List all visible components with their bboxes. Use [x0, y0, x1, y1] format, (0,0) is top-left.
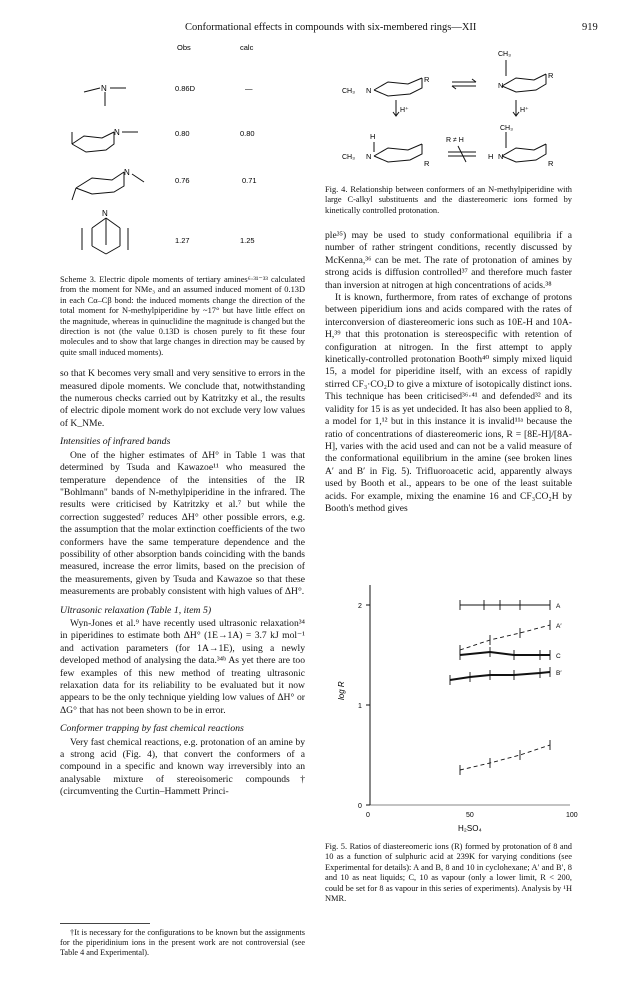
fig5-x-tick-label: 0 [366, 812, 370, 819]
scheme3-figure [62, 40, 307, 270]
fig4-n-4: N [498, 152, 504, 161]
fig5-caption: Fig. 5. Ratios of diastereomeric ions (R) formed by protonation of 8 and 10 as a function of sulphuric acid at 239K for varying conditions (see Experimental for details): A and B, 8 and 10 in cyclohexane; A′ and B′, 8 and 10 as neat liquids; C, 10 as vapour (only a lower limit, R < 200, could be set for 8 as vapour in this series of experiments). Analysis by ¹H NMR. [325, 842, 572, 904]
n-methylpiperidine-axial-structure [72, 172, 144, 200]
scheme3-obs-2: 0.80 [175, 129, 190, 138]
fig5-x-tick-label: 100 [566, 812, 578, 819]
heading-conformer-trapping: Conformer trapping by fast chemical reactions [60, 723, 244, 735]
scheme3-col-calc: calc [240, 43, 254, 52]
fig4-r-4: R [548, 159, 554, 168]
footnote [60, 928, 305, 959]
fig4-h-3: H [370, 132, 376, 141]
fig4-r-3: R [424, 159, 430, 168]
fig5-series-label: B′ [556, 670, 562, 677]
right-paragraph-1: ple³⁵) may be used to study conformational equilibria if a number of rather stringent conditions, recently discussed by McKenna,³⁶ can be met. The rate of protonation of amines by strong acids is diffusion controlled³⁷ and therefore much faster than inversion at nitrogen at high concentrations of acids.³⁸ [325, 230, 572, 291]
fig4-h-4: H [488, 152, 494, 161]
fig5-x-tick-label: 50 [466, 812, 474, 819]
fig4-ch3-2: CH₃ [498, 51, 511, 58]
fig5-series-line [450, 672, 550, 680]
scheme3-calc-2: 0.80 [240, 129, 255, 138]
right-paragraph-2: It is known, furthermore, from rates of exchange of protons between piperidium ions and acids compared with the rates of interconversion of diastereomeric ions such as 10E-H and 10A-H,³⁹ that this protonation is stereospecific with retention of configuration at nitrogen. In the first attempt to apply kinetically-controlled protonation Booth⁴⁰ simply mixed liquid 15, a model for piperidine itself, with an excess of rapidly stirred CF₃·CO₂D to give a mixture of isotopically distinct ions. This technique has been criticised³⁶·⁴¹ and defended³² and its validity for 15 is as yet undecided. It has also been applied to 8, a model for 1,¹² but in this instance it is invalid¹¹ᵃ because the ratio of concentrations of diastereomeric ions, R = [8E-H]/[8A-H], varies with the acid used and can not be a valid measure of the conformational equilibrium in the amine (see broken lines A′ and B′ in Fig. 5). Trifluoroacetic acid, apparently always used by Booth et al., appears to be one of the least suitable acids. For example, mixing the enamine 16 and CF₃CO₂H by Booth's method gives [325, 292, 572, 514]
fig4-r-2: R [548, 71, 554, 80]
fig4-figure [330, 38, 575, 178]
left-column [60, 275, 305, 799]
fig4-n-3: N [366, 152, 372, 161]
scheme3-calc-3: 0.71 [242, 176, 257, 185]
fig5-chart [330, 575, 580, 835]
heading-infrared: Intensities of infrared bands [60, 436, 171, 448]
fig4-n-1: N [366, 86, 372, 95]
fig5-series-label: A [556, 603, 561, 610]
fig5-caption-block [325, 842, 572, 904]
fig4-caption-block [325, 185, 572, 216]
right-column [325, 230, 572, 515]
fig4-rh: R ≠ H [446, 137, 464, 144]
fig4-n-2: N [498, 81, 504, 90]
scheme3-n4: N [102, 209, 108, 218]
heading-ultrasonic: Ultrasonic relaxation (Table 1, item 5) [60, 604, 212, 616]
quinuclidine-structure [82, 218, 128, 254]
fig5-series-line [460, 625, 550, 650]
fig5-series-line [460, 745, 550, 770]
scheme3-n1: N [101, 84, 107, 93]
fig5-y-label: log R [337, 681, 346, 700]
fig4-hplus-2: H⁺ [520, 107, 529, 114]
fig4-caption: Fig. 4. Relationship between conformers of an N-methylpiperidine with large C-alkyl substituents and the diastereomeric ions formed by kinetically controlled protonation. [325, 185, 572, 215]
scheme3-calc-1: — [245, 84, 253, 93]
scheme3-caption: Scheme 3. Electric dipole moments of tertiary amines⁶·³¹⁻³³ calculated from the moment for NMe₃ and an assumed induced moment of 0.13D in each Cα–Cβ bond: the induced moments change the direction of the total moment for N-methylpiperidine by ~17° but have little effect on the magnitude, whereas in quinuclidine the magnitude is changed but the direction is not (the value 0.13D is chosen purely to fit these four molecules and to show that large changes in direction may be caused by quite small induced moments). [60, 275, 305, 357]
left-paragraph-3: Wyn-Jones et al.⁹ have recently used ultrasonic relaxation³⁴ in piperidines to estimate both ΔH° (1E→1A) = 3.7 kJ mol⁻¹ and activation parameters (for 1A→1E), using a newly developed method of analysing the data.³⁴ᵇ As yet there are too few examples of this new method of treating ultrasonic relaxation data for its reliability to be evaluated but it now appears to be the only technique yielding low values of ΔH° or ΔG° that has not been shown to be in error. [60, 617, 305, 716]
fig5-series-label: A′ [556, 623, 562, 630]
scheme3-obs-3: 0.76 [175, 176, 190, 185]
scheme3-n2: N [114, 128, 120, 137]
fig5-x-label: H₂SO₄ [458, 824, 482, 833]
left-paragraph-2: One of the higher estimates of ΔH° in Table 1 was that determined by Tsuda and Kawazoe¹¹ who measured the temperature dependence of the intensities of the IR "Bohlmann" bands of N-methylpiperidine in the infrared. The results were criticised by Katritzky et al.⁷ but while the correction suggested⁷ reduces ΔH° other possible errors, e.g. the assumption that the molar extinction coefficients of the two conformers have the same temperature dependence and the possibility of other absorption bands coinciding with the bands measured, increase the error limits, based on the precision of the measurements, given by Tsuda and Kawazoe so that these measurements are probably consistent with high values of ΔH°. [60, 449, 305, 598]
left-paragraph-1: so that K becomes very small and very sensitive to errors in the measured dipole moments. We conclude that, notwithstanding the numerous checks carried out by Katritzky et al., the results of electric dipole moment work do not exclude very low values of K_NMe. [60, 368, 305, 429]
fig5-y-tick-label: 0 [358, 803, 362, 810]
fig4-ch3-4: CH₃ [500, 125, 513, 132]
scheme3-n3: N [124, 168, 130, 177]
scheme3-obs-1: 0.86D [175, 84, 196, 93]
fig4-ch3-3: CH₃ [342, 154, 355, 161]
footnote-text: †It is necessary for the configurations to be known but the assignments for the piperidinium ions in the present work are not controversial (see Table 4 and Experimental). [60, 928, 305, 958]
footnote-rule [60, 923, 150, 924]
scheme3-calc-4: 1.25 [240, 236, 255, 245]
journal-title: Conformational effects in compounds with six-membered rings—XII [185, 22, 477, 33]
fig4-r-1: R [424, 75, 430, 84]
scheme3-col-obs: Obs [177, 43, 191, 52]
fig4-ch3-1: CH₃ [342, 88, 355, 95]
n-methylpiperidine-structure [72, 132, 138, 152]
fig5-series-label: C [556, 653, 561, 660]
fig5-series-line [460, 652, 550, 655]
fig4-hplus-1: H⁺ [400, 107, 409, 114]
page-number: 919 [582, 22, 598, 33]
fig5-y-tick-label: 1 [358, 703, 362, 710]
left-paragraph-4: Very fast chemical reactions, e.g. protonation of an amine by a strong acid (Fig. 4), that convert the conformers of a compound in a specific and known way irreversibly into an analysable mixture of stereoisomeric compounds† (circumventing the Curtin–Hammett Princi- [60, 736, 305, 798]
fig5-y-tick-label: 2 [358, 603, 362, 610]
scheme3-obs-4: 1.27 [175, 236, 190, 245]
